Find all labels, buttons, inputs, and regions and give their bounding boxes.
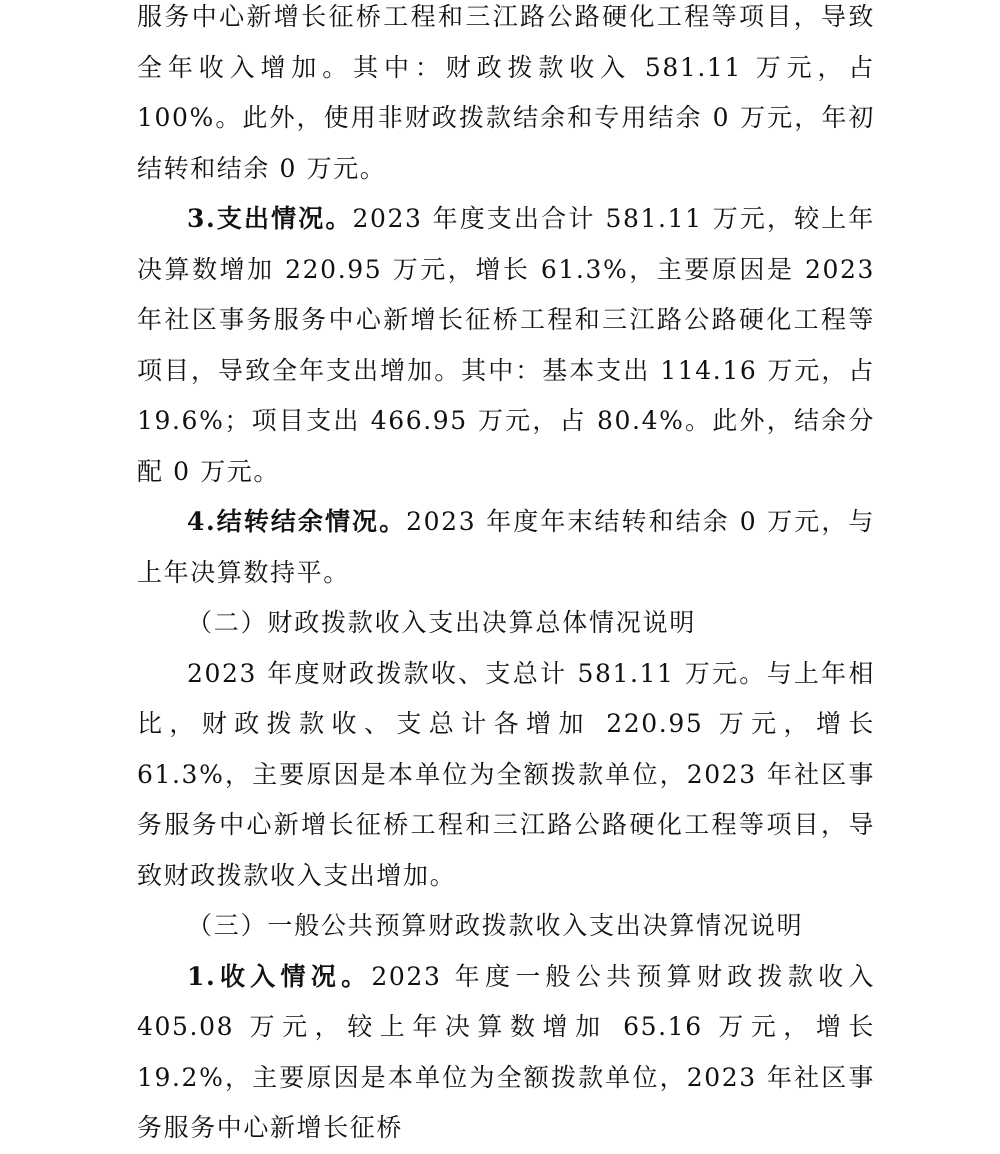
expenditure-paragraph xyxy=(137,194,875,497)
carryover-body: 2023 年度年末结转和结余 0 万元，与上年决算数持平。 xyxy=(137,507,876,587)
carryover-heading: 4.结转结余情况。 xyxy=(187,507,407,536)
fiscal-overview-paragraph: 2023 年度财政拨款收、支总计 581.11 万元。与上年相比，财政拨款收、支总计各增加 220.95 万元，增长 61.3%，主要原因是本单位为全额拨款单位，2023 年社区事务服务中心新增长征桥工程和三江路公路硬化工程等项目，导致财政拨款收入支出增加。 xyxy=(137,658,875,890)
expenditure-heading: 3.支出情况。 xyxy=(187,204,353,233)
document-page xyxy=(137,0,875,1154)
section-heading-2: （二）财政拨款收入支出决算总体情况说明 xyxy=(187,608,697,637)
general-budget-income-body: 2023 年度一般公共预算财政拨款收入 405.08 万元，较上年决算数增加 65.16 万元，增长 19.2%，主要原因是本单位为全额拨款单位，2023 年社区事务服务中心新增长征桥 xyxy=(137,961,875,1142)
income-paragraph-continued: 服务中心新增长征桥工程和三江路公路硬化工程等项目，导致全年收入增加。其中：财政拨款收入 581.11 万元，占 100%。此外，使用非财政拨款结余和专用结余 0 万元，年初结转和结余 0 万元。 xyxy=(137,2,875,183)
general-budget-income-heading: 1.收入情况。 xyxy=(187,961,372,991)
carryover-paragraph xyxy=(137,497,875,598)
general-budget-income-paragraph xyxy=(137,952,875,1154)
section-heading-3: （三）一般公共预算财政拨款收入支出决算情况说明 xyxy=(187,911,804,940)
expenditure-body: 2023 年度支出合计 581.11 万元，较上年决算数增加 220.95 万元，增长 61.3%，主要原因是 2023 年社区事务服务中心新增长征桥工程和三江路公路硬化工程等项目，导致全年支出增加。其中：基本支出 114.16 万元，占 19.6%；项目支出 466.95 万元，占 80.4%。此外，结余分配 0 万元。 xyxy=(137,204,875,486)
